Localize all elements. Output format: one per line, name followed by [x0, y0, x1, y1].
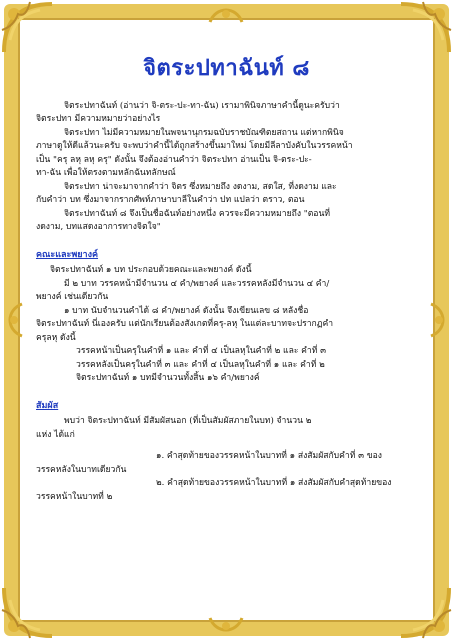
- gold-scroll-ornament-icon: [411, 300, 451, 340]
- meter-line: ครุลหุ ดังนี้: [36, 332, 76, 343]
- intro-line: จิตระปทา มีความหมายว่าอย่างไร: [36, 114, 161, 124]
- meter-line: ๑ บาท นับจำนวนคำได้ ๘ คำ/พยางค์ ดังนั้น จึงเขียนเลข ๘ หลังชื่อ: [64, 305, 309, 316]
- meter-line: จิตระปทาฉันท์ ๑ บทมีจำนวนทั้งสิ้น ๑๖ คำ/พยางค์: [76, 373, 260, 383]
- rhyme-line: วรรคหลังในบาทเดียวกัน: [36, 464, 127, 475]
- gold-corner-ornament-icon: [0, 584, 56, 640]
- gold-corner-ornament-icon: [397, 0, 453, 56]
- rhyme-line: แห่ง ได้แก่: [36, 429, 75, 440]
- section-heading-rhyme: สัมผัส: [36, 400, 59, 411]
- gold-corner-ornament-icon: [397, 584, 453, 640]
- meter-line: วรรคหลังเป็นครุในคำที่ ๓ และ คำที่ ๔ เป็นลหุในคำที่ ๑ และ คำที่ ๒: [76, 359, 325, 370]
- meter-line: พยางค์ เช่นเดียวกัน: [36, 292, 109, 302]
- intro-line: จิตระปทา ไม่มีความหมายในพจนานุกรมฉบับราชบัณฑิตยสถาน แต่หากพินิจ: [64, 127, 344, 138]
- intro-line: จิตระปทาฉันท์ ๘ จึงเป็นชื่อฉันท์อย่างหนึ่ง ควรจะมีความหมายถึง "ตอนที่: [64, 208, 330, 219]
- meter-line: มี ๒ บาท วรรคหน้ามีจำนวน ๔ คำ/พยางค์ และวรรคหลังมีจำนวน ๔ คำ/: [64, 278, 330, 289]
- meter-line: จิตระปทาฉันท์ นี่เองครับ แต่นักเรียนต้องสังเกตที่ครุ-ลหุ ในแต่ละบาทจะปรากฏคำ: [36, 319, 334, 329]
- section-heading-meter: คณะและพยางค์: [36, 249, 99, 260]
- document-body: [36, 55, 417, 582]
- intro-line: จิตระปทา น่าจะมาจากคำว่า จิตร ซึ่งหมายถึง งดงาม, สดใส, ที่งดงาม และ: [64, 181, 337, 192]
- intro-line: จิตระปทาฉันท์ (อ่านว่า จิ-ตระ-ปะ-ทา-ฉัน) เรามาพินิจภาษาคำนี้ดูนะครับว่า: [64, 100, 340, 111]
- gold-scroll-ornament-icon: [206, 2, 246, 42]
- gold-corner-ornament-icon: [0, 0, 56, 56]
- meter-line: วรรคหน้าเป็นครุในคำที่ ๑ และ คำที่ ๔ เป็นลหุในคำที่ ๒ และ คำที่ ๓: [76, 346, 327, 356]
- rhyme-line: ๑. คำสุดท้ายของวรรคหน้าในบาทที่ ๑ ส่งสัมผัสกับคำที่ ๓ ของ: [156, 451, 382, 461]
- gold-scroll-ornament-icon: [206, 598, 246, 638]
- intro-line: งดงาม, บทแสดงอาการทางจิตใจ": [36, 222, 161, 232]
- intro-line: ทา-ฉัน เพื่อให้ตรงตามหลักฉันทลักษณ์: [36, 168, 176, 178]
- intro-line: เป็น "ครุ ลหุ ลหุ ครุ" ดังนั้น จึงต้องอ่านคำว่า จิตระปทา อ่านเป็น จิ-ตระ-ปะ-: [36, 154, 312, 165]
- intro-line: ภาษาดูให้ดีแล้วนะครับ จะพบว่าคำนี้ได้ถูกสร้างขึ้นมาใหม่ โดยมีลีลาบังคับในวรรคหน้า: [36, 141, 353, 151]
- page-title: จิตระปทาฉันท์ ๘: [143, 55, 310, 81]
- rhyme-line: ๒. คำสุดท้ายของวรรคหน้าในบาทที่ ๑ ส่งสัมผัสกับคำสุดท้ายของ: [156, 478, 392, 488]
- intro-line: กับคำว่า บท ซึ่งมาจากรากศัพท์ภาษาบาลีในคำว่า ปท แปลว่า ตราว, ตอน: [36, 195, 305, 205]
- rhyme-line: พบว่า จิตระปทาฉันท์ มีสัมผัสนอก (ที่เป็นสัมผัสภายในบท) จำนวน ๒: [64, 416, 312, 426]
- meter-line: จิตระปทาฉันท์ ๑ บท ประกอบด้วยคณะและพยางค์ ดังนี้: [50, 265, 252, 275]
- rhyme-line: วรรคหน้าในบาทที่ ๒: [36, 491, 113, 502]
